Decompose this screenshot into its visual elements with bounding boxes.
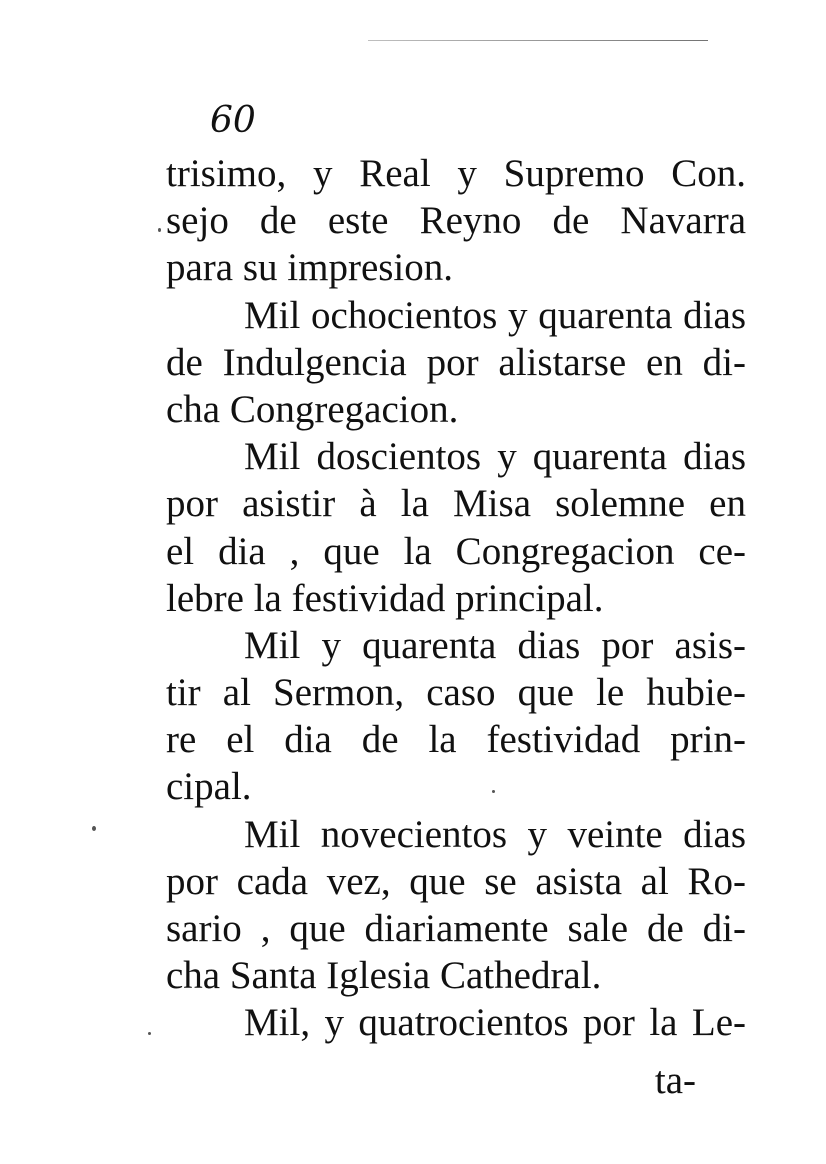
text-line: de Indulgencia por alistarse en di-: [166, 340, 746, 384]
catchword: ta-: [654, 1059, 696, 1102]
text-line: re el dia de la festividad prin-: [166, 718, 746, 762]
text-line: por asistir à la Misa solemne en: [166, 482, 746, 526]
ink-speck: [92, 826, 96, 831]
text-line: el dia , que la Congregacion ce-: [166, 529, 746, 573]
text-line: tir al Sermon, caso que le hubie-: [166, 671, 746, 715]
paragraph-first-line: Mil, y quatrocientos por la Le-: [244, 1001, 746, 1045]
ink-speck: [492, 790, 495, 793]
top-edge-rule: [368, 40, 708, 41]
text-line: lebre la festividad principal.: [166, 576, 604, 620]
page-body-text: [166, 150, 746, 1047]
text-line: sario , que diariamente sale de di-: [166, 907, 746, 950]
text-line: cipal.: [166, 765, 252, 809]
paragraph-first-line: Mil ochocientos y quarenta dias: [244, 293, 746, 337]
paragraph-first-line: Mil doscientos y quarenta dias: [244, 435, 746, 479]
text-line: trisimo, y Real y Supremo Con.: [166, 152, 746, 195]
text-line: sejo de este Reyno de Navarra: [166, 199, 746, 243]
ink-speck: [148, 1032, 151, 1035]
page-number: 60: [210, 100, 256, 141]
text-line: para su impresion.: [166, 246, 454, 290]
paragraph-first-line: Mil novecientos y veinte dias: [244, 812, 746, 856]
text-line: cha Congregacion.: [166, 387, 459, 431]
ink-speck: [158, 228, 161, 232]
paragraph-first-line: Mil y quarenta dias por asis-: [244, 623, 746, 667]
text-line: cha Santa Iglesia Cathedral.: [166, 954, 602, 998]
text-line: por cada vez, que se asista al Ro-: [166, 859, 746, 903]
